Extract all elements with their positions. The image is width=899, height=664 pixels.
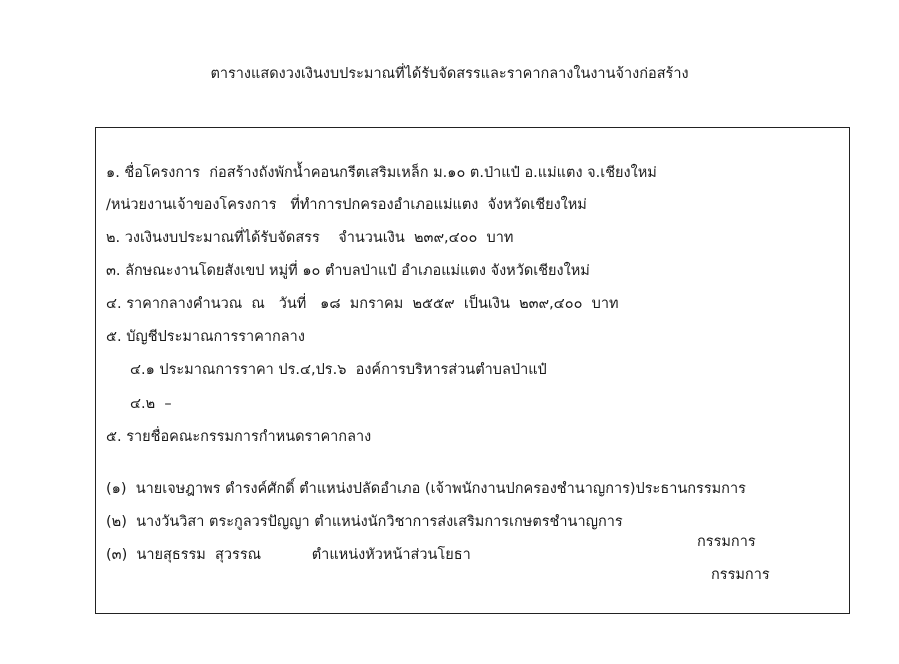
committee-heading: ๕. รายชื่อคณะกรรมการกำหนดราคากลาง: [106, 429, 372, 445]
committee-member-name: (๓) นายสุธรรม สุวรรณ ตำแหน่งหัวหน้าส่วนโยธา: [106, 547, 471, 563]
committee-member-name: (๑) นายเจษฎาพร ดำรงค์ศักดิ์ ตำแหน่งปลัดอำเภอ (เจ้าพนักงานปกครองชำนาญการ)ประธานกรรมการ: [106, 481, 746, 497]
committee-member-name: (๒) นางวันวิสา ตระกูลวรปัญญา ตำแหน่งนักวิชาการส่งเสริมการเกษตรชำนาญการ: [106, 514, 623, 530]
document-title: ตารางแสดงวงเงินงบประมาณที่ได้รับจัดสรรและราคากลางในงานจ้างก่อสร้าง: [210, 66, 689, 82]
committee-member-role: กรรมการ: [697, 534, 756, 550]
budget-line: ๒. วงเงินงบประมาณที่ได้รับจัดสรร จำนวนเงิน ๒๓๙,๔๐๐ บาท: [106, 230, 514, 246]
price-accounts-heading: ๕. บัญชีประมาณการราคากลาง: [106, 329, 305, 345]
committee-member: [106, 525, 841, 605]
work-nature-line: ๓. ลักษณะงานโดยสังเขป หมู่ที่ ๑๐ ตำบลป่าแป๋ อำเภอแม่แตง จังหวัดเชียงใหม่: [106, 263, 590, 279]
project-name-line: ๑. ชื่อโครงการ ก่อสร้างถังพักน้ำคอนกรีตเสริมเหล็ก ม.๑๐ ต.ป่าแป๋ อ.แม่แตง จ.เชียงใหม่: [106, 165, 657, 181]
committee-member-role: กรรมการ: [711, 567, 770, 583]
project-details-box: [95, 127, 850, 614]
price-account-item: ๔.๒ –: [130, 396, 172, 412]
project-owner-line: /หน่วยงานเจ้าของโครงการ ที่ทำการปกครองอำเภอแม่แตง จังหวัดเชียงใหม่: [106, 197, 587, 213]
median-price-line: ๔. ราคากลางคำนวณ ณ วันที่ ๑๘ มกราคม ๒๕๕๙ เป็นเงิน ๒๓๙,๔๐๐ บาท: [106, 296, 619, 312]
price-account-item: ๔.๑ ประมาณการราคา ปร.๔,ปร.๖ องค์การบริหารส่วนตำบลป่าแป๋: [130, 362, 547, 378]
